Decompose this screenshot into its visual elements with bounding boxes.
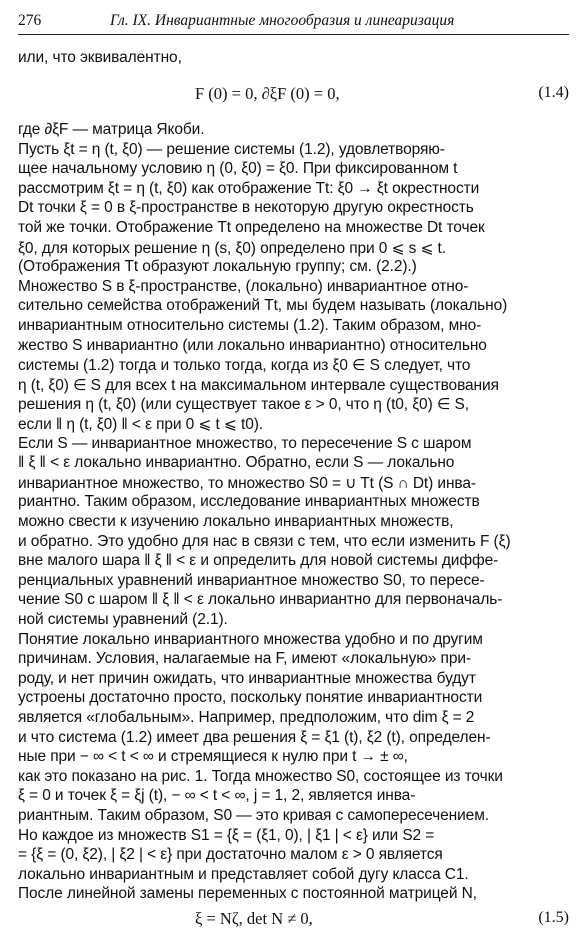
text-line: чение S0 с шаром ‖ ξ ‖ < ε локально инвариантно для первоначаль- [18,591,503,609]
text-line: можно свести к изучению локально инвариантных множеств, [18,513,454,530]
text-line: Если S — инвариантное множество, то пересечение S с шаром [18,434,472,452]
formula-1-4: F (0) = 0, ∂ξF (0) = 0, [195,84,340,103]
text-line: жество S инвариантно (или локально инвариантно) относительно [18,336,487,354]
text-line: ‖ ξ ‖ < ε локально инвариантно. Обратно, если S — локально [18,454,455,472]
text-line: рассмотрим ξt = η (t, ξ0) как отображение Tt: ξ0 → ξt окрестности [18,179,480,197]
text-line: ξ = 0 и точек ξ = ξj (t), − ∞ < t < ∞, j = 1, 2, является инва- [18,787,416,805]
equation-number: (1.5) [538,909,569,927]
running-title: Гл. IX. Инвариантные многообразия и линеаризация [110,12,455,29]
text-line: вне малого шара ‖ ξ ‖ < ε и определить для новой системы диффе- [18,552,499,570]
text-line: ренциальных уравнений инвариантное множество S0, то пересе- [18,571,485,589]
text-line: решения η (t, ξ0) (или существует такое ε > 0, что η (t0, ξ0) ∈ S, [18,396,469,414]
text-line: инвариантным относительно системы (1.2). Таким образом, мно- [18,317,482,334]
text-line: является «глобальным». Например, предположим, что dim ξ = 2 [18,709,475,726]
text-line: той же точки. Отображение Tt определено на множестве Dt точек [18,219,485,236]
text-line: и обратно. Это удобно для нас в связи с тем, что если изменить F (ξ) [18,532,511,550]
text-line: и что система (1.2) имеет два решения ξ = ξ1 (t), ξ2 (t), определен- [18,728,491,746]
equation-number: (1.4) [538,84,569,101]
text-line: инвариантное множество, то множество S0 = ∪ Tt (S ∩ Dt) инва- [18,474,476,492]
text-line: как это показано на рис. 1. Тогда множество S0, состоящее из точки [18,767,503,785]
text-line: ξ0, для которых решение η (s, ξ0) определено при 0 ⩽ s ⩽ t. [18,239,446,257]
text-line: Множество S в ξ-пространстве, (локально) инвариантное отно- [18,277,469,295]
text-line: системы (1.2) тогда и только тогда, когда из ξ0 ∈ S следует, что [18,357,471,375]
page-number: 276 [18,12,42,29]
text-line: где ∂ξF — матрица Якоби. [18,121,205,138]
text-line: если ‖ η (t, ξ0) ‖ < ε при 0 ⩽ t ⩽ t0). [18,416,264,433]
text-line: риантным. Таким образом, S0 — это кривая с самопересечением. [18,807,489,824]
formula-1-5: ξ = Nζ, det N ≠ 0, [195,909,313,929]
text-line: После линейной замены переменных с постоянной матрицей N, [18,885,477,903]
text-line: локально инвариантным и представляет собой дугу класса C1. [18,865,469,883]
text-line: η (t, ξ0) ∈ S для всех t на максимальном интервале существования [18,376,499,394]
text-line: Пусть ξt = η (t, ξ0) — решение системы (1.2), удовлетворяю- [18,140,445,158]
text-line: риантно. Таким образом, исследование инвариантных множеств [18,493,480,511]
text-line: (Отображения Tt образуют локальную группу; см. (2.2).) [18,258,417,276]
text-line: роду, и нет причин ожидать, что инвариантные множества будут [18,669,476,687]
text-line: Dt точки ξ = 0 в ξ-пространстве в некоторую другую окрестность [18,199,474,217]
text-line: или, что эквивалентно, [18,49,182,66]
text-line: ной системы уравнений (2.1). [18,611,228,628]
text-line: причинам. Условия, налагаемые на F, имеют «локальную» при- [18,650,471,668]
text-line: сительно семейства отображений Tt, мы будем называть (локально) [18,297,508,315]
text-line: Понятие локально инвариантного множества удобно и по другим [18,630,483,648]
text-line: Но каждое из множеств S1 = {ξ = (ξ1, 0), | ξ1 | < ε} или S2 = [18,826,435,844]
text-line: = {ξ = (0, ξ2), | ξ2 | < ε} при достаточно малом ε > 0 является [18,846,443,864]
text-line: ные при − ∞ < t < ∞ и стремящиеся к нулю при t → ± ∞, [18,748,408,766]
text-line: щее начальному условию η (0, ξ0) = ξ0. При фиксированном t [18,160,458,178]
text-line: устроены достаточно просто, поскольку понятие инвариантности [18,689,483,707]
page-header [18,10,569,35]
